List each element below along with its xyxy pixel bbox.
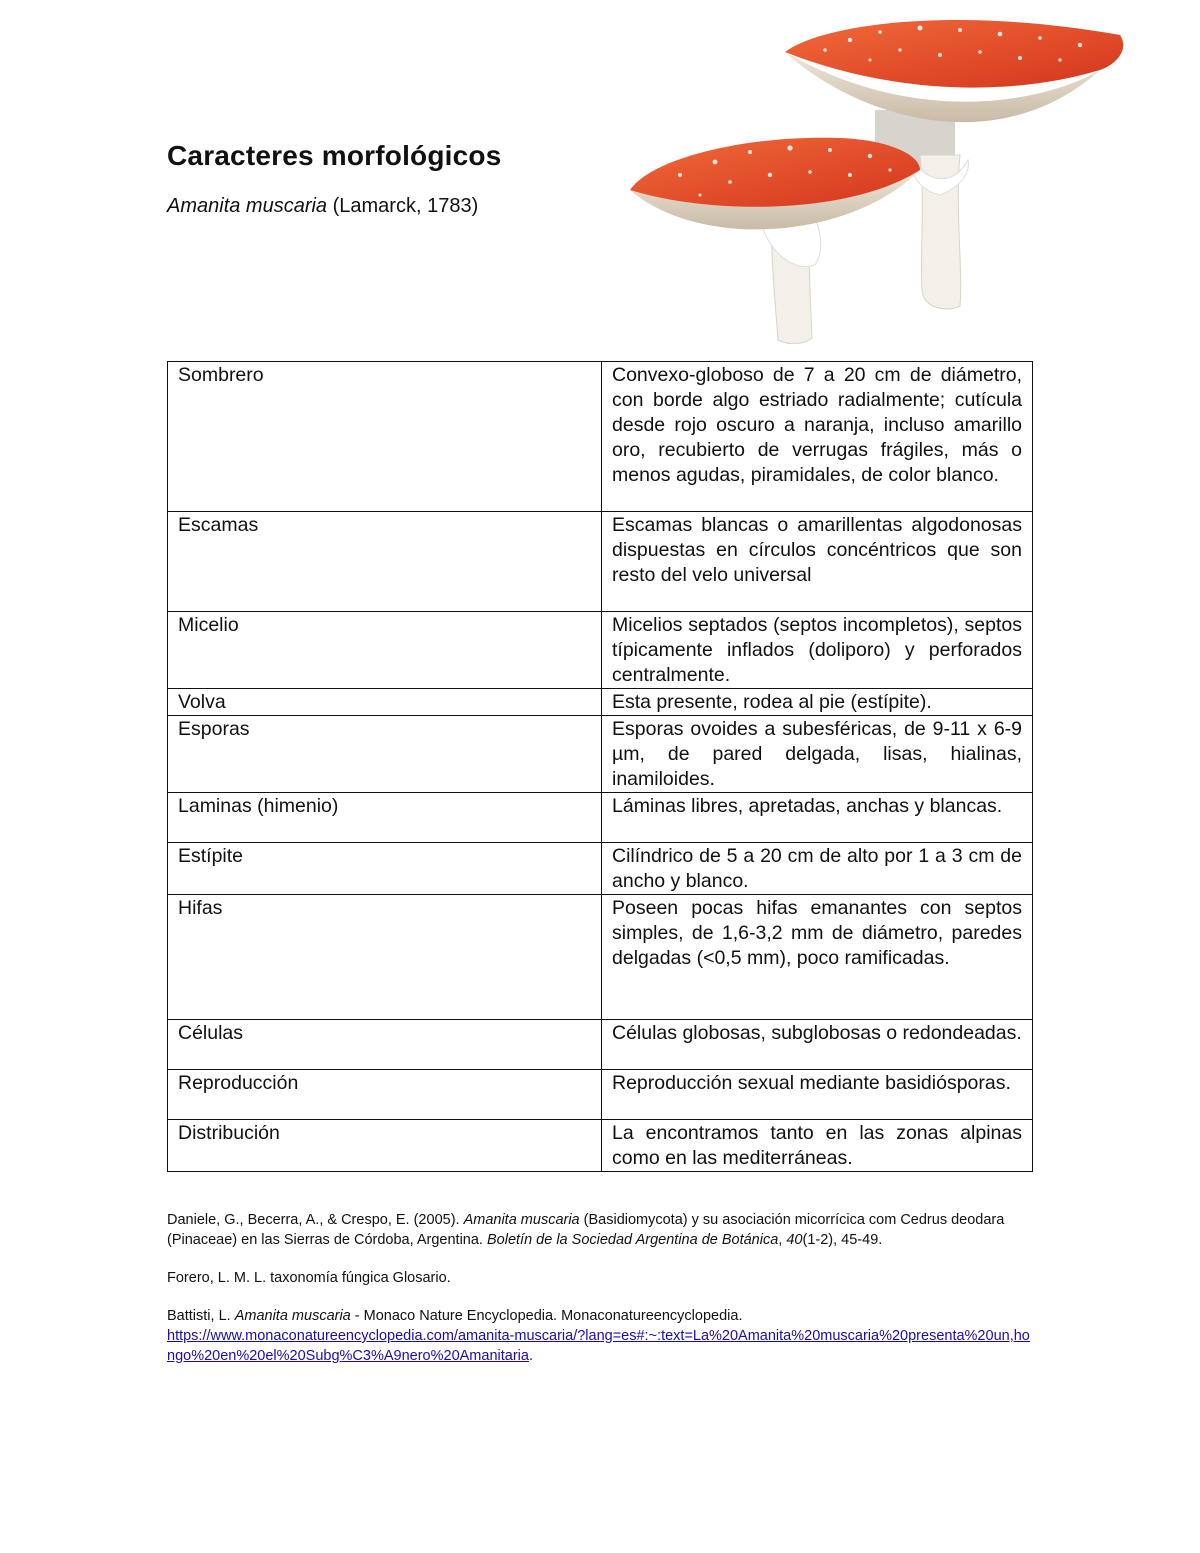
ref-author: Battisti, L. — [167, 1308, 235, 1324]
trait-name: Volva — [168, 689, 602, 716]
reference-forero — [167, 1268, 1037, 1288]
trait-name: Reproducción — [168, 1070, 602, 1120]
ref-text: - Monaco Nature Encyclopedia. Monaconatureencyclopedia. — [350, 1308, 743, 1324]
table-row — [168, 793, 1033, 843]
table-row — [168, 362, 1033, 512]
trait-description: Escamas blancas o amarillentas algodonosas dispuestas en círculos concéntricos que son resto del velo universal — [602, 512, 1033, 612]
trait-description: Convexo-globoso de 7 a 20 cm de diámetro, con borde algo estriado radialmente; cutícula desde rojo oscuro a naranja, incluso amarillo oro, recubierto de verrugas frágiles, más o menos agudas, piramidales, de color blanco. — [602, 362, 1033, 512]
trait-description: Células globosas, subglobosas o redondeadas. — [602, 1020, 1033, 1070]
species-name: Amanita muscaria — [167, 195, 328, 217]
trait-description: Cilíndrico de 5 a 20 cm de alto por 1 a 3 cm de ancho y blanco. — [602, 843, 1033, 895]
reference-link[interactable]: https://www.monaconatureencyclopedia.com/amanita-muscaria/?lang=es#:~:text=La%20Amanita%20muscaria%20presenta%20un,hongo%20en%20el%20Subg%C3%A9nero%20Amanitaria — [167, 1328, 1030, 1364]
ref-text: Forero, L. M. L. taxonomía fúngica Glosario. — [167, 1270, 451, 1286]
table-row — [168, 843, 1033, 895]
trait-description: Láminas libres, apretadas, anchas y blancas. — [602, 793, 1033, 843]
table-row — [168, 512, 1033, 612]
table-row — [168, 716, 1033, 793]
reference-daniele — [167, 1210, 1037, 1250]
trait-description: Poseen pocas hifas emanantes con septos simples, de 1,6-3,2 mm de diámetro, paredes delgadas (<0,5 mm), poco ramificadas. — [602, 895, 1033, 1020]
table-row — [168, 689, 1033, 716]
trait-name: Laminas (himenio) — [168, 793, 602, 843]
trait-description: Esporas ovoides a subesféricas, de 9-11 x 6-9 µm, de pared delgada, lisas, hialinas, inamiloides. — [602, 716, 1033, 793]
ref-text: (Basidiomycota) y su asociación micorrícica com Cedrus deodara (Pinaceae) en las Sierras de Córdoba, Argentina. — [167, 1212, 1005, 1248]
page-title: Caracteres morfológicos — [167, 140, 502, 171]
mushroom-illustration — [620, 10, 1140, 355]
trait-name: Esporas — [168, 716, 602, 793]
ref-journal: Boletín de la Sociedad Argentina de Botánica — [487, 1232, 779, 1248]
ref-species: Amanita muscaria — [234, 1308, 351, 1324]
species-subtitle — [167, 195, 478, 218]
trait-name: Células — [168, 1020, 602, 1070]
trait-name: Sombrero — [168, 362, 602, 512]
ref-volume: 40 — [786, 1232, 803, 1248]
table-row — [168, 612, 1033, 689]
traits-table — [167, 361, 1033, 1172]
reference-battisti — [167, 1306, 1037, 1366]
table-row — [168, 1120, 1033, 1172]
table-row — [168, 1070, 1033, 1120]
ref-end: . — [528, 1348, 533, 1364]
ref-authors: Daniele, G., Becerra, A., & Crespo, E. (2005). — [167, 1212, 464, 1228]
ref-pages: (1-2), 45-49. — [802, 1232, 883, 1248]
trait-description: Reproducción sexual mediante basidiósporas. — [602, 1070, 1033, 1120]
trait-description: Esta presente, rodea al pie (estípite). — [602, 689, 1033, 716]
species-authority: (Lamarck, 1783) — [327, 195, 479, 217]
trait-name: Hifas — [168, 895, 602, 1020]
trait-description: Micelios septados (septos incompletos), septos típicamente inflados (doliporo) y perforados centralmente. — [602, 612, 1033, 689]
trait-name: Micelio — [168, 612, 602, 689]
trait-description: La encontramos tanto en las zonas alpinas como en las mediterráneas. — [602, 1120, 1033, 1172]
table-row — [168, 895, 1033, 1020]
table-row — [168, 1020, 1033, 1070]
references — [167, 1210, 1037, 1384]
ref-separator: , — [778, 1232, 787, 1248]
trait-name: Distribución — [168, 1120, 602, 1172]
trait-name: Estípite — [168, 843, 602, 895]
trait-name: Escamas — [168, 512, 602, 612]
ref-species: Amanita muscaria — [463, 1212, 580, 1228]
